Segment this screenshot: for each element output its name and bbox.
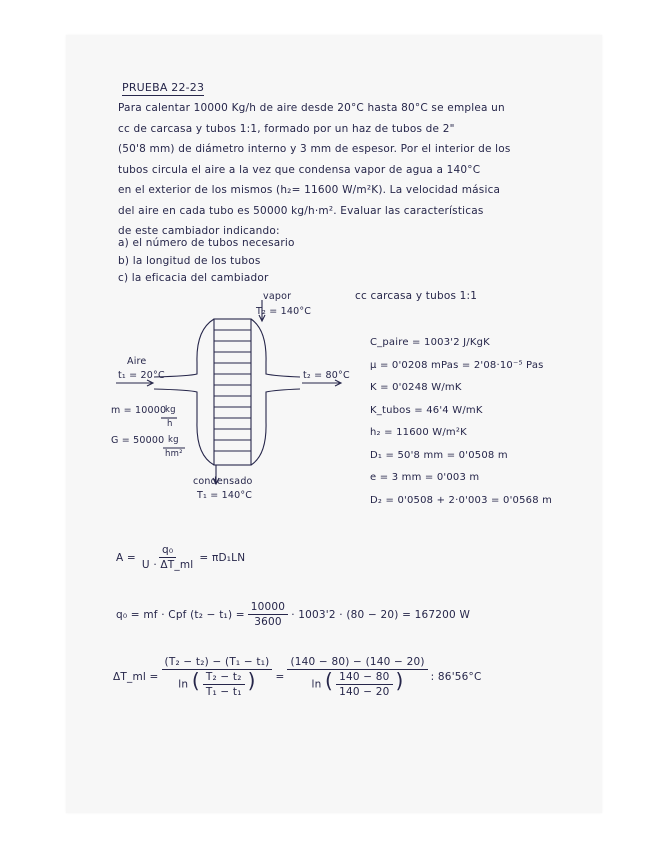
heat-duty-equation <box>116 600 470 629</box>
lmtd-value-fraction <box>287 655 427 699</box>
problem-line: Para calentar 10000 Kg/h de aire desde 20°C hasta 80°C se emplea un <box>118 102 505 114</box>
lmtd-inner-fraction <box>203 670 245 699</box>
lmtd-fraction <box>162 655 273 699</box>
question-item: b) la longitud de los tubos <box>118 254 261 267</box>
problem-line: tubos circula el aire a la vez que condensa vapor de agua a 140°C <box>118 163 481 176</box>
area-denominator: U · ΔT_ml <box>141 559 194 571</box>
lmtd-inner-numerator: T₂ − t₂ <box>203 670 245 685</box>
question-item: a) el número de tubos necesario <box>118 237 295 249</box>
lmtd-value-inner-denominator: 140 − 20 <box>339 686 390 698</box>
heat-duty-rhs: · 1003'2 · (80 − 20) = 167200 W <box>291 608 471 621</box>
exchanger-type-heading: cc carcasa y tubos 1:1 <box>355 290 478 302</box>
page-title: PRUEBA 22-23 <box>122 81 205 94</box>
area-fraction <box>139 543 197 572</box>
property-item: C_paire = 1003'2 J/KgK <box>370 337 490 348</box>
lmtd-equation <box>113 655 482 699</box>
mass-flow-label: m = 10000 <box>111 405 167 416</box>
problem-line: del aire en cada tubo es 50000 kg/h·m². Evaluar las características <box>118 204 484 217</box>
lmtd-value-ln: ln <box>311 678 322 691</box>
area-rhs: = πD₁LN <box>199 551 246 564</box>
mass-velocity-unit-num: kg <box>168 435 179 445</box>
condensado-label: condensado <box>193 476 253 487</box>
condensado-temp-label: T₁ = 140°C <box>197 490 253 501</box>
heat-duty-fraction <box>248 600 288 629</box>
problem-line: cc de carcasa y tubos 1:1, formado por un haz de tubos de 2" <box>118 122 455 135</box>
mass-flow-unit-num: kg <box>165 405 176 415</box>
problem-line: en el exterior de los mismos (h₂= 11600 W/m²K). La velocidad másica <box>118 184 501 196</box>
area-numerator: q₀ <box>159 543 176 558</box>
property-item: D₂ = 0'0508 + 2·0'003 = 0'0568 m <box>370 494 553 506</box>
problem-line: de este cambiador indicando: <box>118 225 280 237</box>
vapor-label: vapor <box>263 291 292 302</box>
property-item: e = 3 mm = 0'003 m <box>370 472 480 483</box>
lmtd-numerator: (T₂ − t₂) − (T₁ − t₁) <box>162 655 273 670</box>
lmtd-inner-denominator: T₁ − t₁ <box>205 686 242 698</box>
lmtd-lhs: ΔT_ml = <box>113 671 159 683</box>
property-item: μ = 0'0208 mPas = 2'08·10⁻⁵ Pas <box>370 359 544 371</box>
problem-line: (50'8 mm) de diámetro interno y 3 mm de espesor. Por el interior de los <box>118 143 511 155</box>
property-item: K = 0'0248 W/mK <box>370 382 462 393</box>
lmtd-ln: ln <box>178 678 189 691</box>
area-lhs: A = <box>116 551 136 564</box>
tube-lines <box>214 330 251 451</box>
property-item: h₂ = 11600 W/m²K <box>370 427 467 438</box>
lmtd-value-inner-fraction <box>336 670 392 699</box>
lmtd-equals: = <box>275 671 285 683</box>
lmtd-value-numerator: (140 − 80) − (140 − 20) <box>287 655 427 670</box>
mass-velocity-label: G = 50000 <box>111 435 165 446</box>
shell-right-outline <box>251 319 300 465</box>
heat-duty-numerator: 10000 <box>248 600 288 615</box>
property-item: D₁ = 50'8 mm = 0'0508 m <box>370 449 508 461</box>
lmtd-value-inner-numerator: 140 − 80 <box>336 670 392 685</box>
property-item: K_tubos = 46'4 W/mK <box>370 404 483 416</box>
aire-label: Aire <box>127 356 147 367</box>
heat-duty-lhs: q₀ = mf · Cpf (t₂ − t₁) = <box>116 608 245 621</box>
lmtd-result: : 86'56°C <box>430 671 482 683</box>
mass-flow-unit-den: h <box>167 419 173 429</box>
vapor-temp-label: T₂ = 140°C <box>256 306 312 317</box>
lmtd-value-denominator: ln ( $\frac{140 - 80}{140 - 20}$ ) <box>311 668 404 698</box>
t1-label: t₁ = 20°C <box>118 370 165 381</box>
t2-label: t₂ = 80°C <box>303 370 350 381</box>
lmtd-denominator: ln ( $\frac{\text{T₂ − t₂}}{\text{T₁ − t₁}}$ ) <box>178 668 256 698</box>
question-item: c) la eficacia del cambiador <box>118 272 269 284</box>
mass-velocity-unit-den: hm² <box>165 449 183 459</box>
property-list <box>370 332 552 512</box>
area-equation <box>116 543 245 572</box>
heat-duty-denominator: 3600 <box>254 616 282 628</box>
